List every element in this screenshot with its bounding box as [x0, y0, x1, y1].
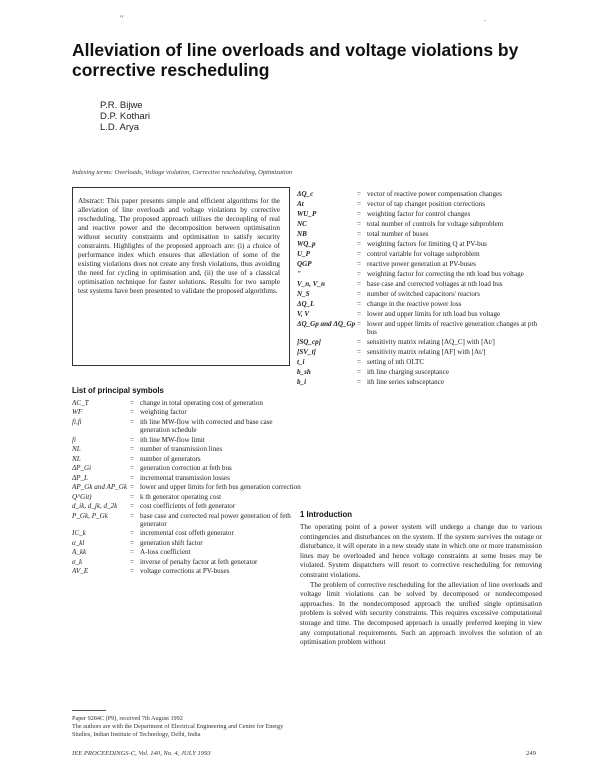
symbol-definition: total number of controls for voltage subproblem [367, 219, 504, 228]
symbol-row: ΔQ_L = change in the reactive power loss [297, 300, 542, 309]
symbol-row: A_kk = A-loss coefficient [72, 548, 302, 556]
symbol-definition: cost coefficients of feth generator [140, 502, 236, 511]
symbol: P_Gk, P_Gk [72, 511, 108, 520]
abstract-text: Abstract: This paper presents simple and efficient algorithms for the alleviation of line overloads and voltage violations by corrective rescheduling. The proposed approach utilises the decoupling of real and reactive power and the decomposition between optimisation without security constraints and optimisation to satisfy security constraints. Highlights of the proposed approach are: (i) a choice of performance index which ensures that alleviation of some of the existing violations does not create any fresh violations, thus avoiding the need for cycling in optimisation and, (ii) the use of a classical optimisation technique for faster solutions. Results for two sample test systems have been presented to validate the proposed algorithms. [78, 197, 280, 296]
symbol-definition: generation shift factor [140, 538, 203, 547]
footnote [72, 715, 302, 739]
symbol-row: fi,fi = ith line MW-flow with corrected and base case generation schedule [72, 418, 302, 435]
symbol-definition: total number of buses [367, 229, 429, 238]
symbol-definition: reactive power generation at PV-buses [367, 259, 476, 268]
symbol-row: V, V = lower and upper limits for nth load bus voltage [297, 310, 542, 319]
symbol-definition: vector of reactive power compensation changes [367, 190, 502, 198]
symbol: ΔQ_c [297, 190, 314, 198]
symbol: σ_k [72, 557, 83, 566]
symbol-definition: setting of nth OLTC [367, 358, 425, 367]
symbol: WF [72, 408, 83, 417]
symbol-row: α_kl = generation shift factor [72, 539, 302, 547]
symbol-definition: k th generator operating cost [140, 492, 222, 501]
symbol-definition: number of switched capacitors/ reactors [367, 289, 481, 298]
symbols-list-left [72, 399, 302, 577]
symbol-row: d_ik, d_jk, d_2k = cost coefficients of feth generator [72, 502, 302, 510]
symbol-row: Q^Git) = k th generator operating cost [72, 493, 302, 501]
symbol-definition: ith line series subsceptance [367, 378, 445, 387]
symbol-row: AP_Gk and AP_Gk = lower and upper limits for feth bus generation correction [72, 483, 301, 492]
symbol-definition: voltage corrections at PV-buses [140, 567, 230, 576]
footnote-divider [72, 710, 106, 711]
symbol: t_i [297, 358, 305, 367]
author-name: P.R. Bijwe [100, 100, 143, 111]
symbol-row: AC_T = change in total operating cost of generation [72, 399, 302, 407]
symbol: NC [297, 219, 307, 228]
symbol: NL [72, 445, 81, 454]
symbol-row: NL = number of generators [72, 455, 302, 463]
symbol-row: V_n, V_n = base case and corrected voltages at nth load bus [297, 280, 542, 289]
symbol-definition: lower and upper limits for feth bus generation correction [140, 483, 301, 492]
symbol-row: WF = weighting factor [72, 408, 302, 416]
symbol-row: WQ_p = weighting factors for limiting Q at PV-bus [297, 240, 542, 249]
symbols-heading: List of principal symbols [72, 386, 164, 395]
symbol-definition: change in total operating cost of generation [140, 399, 263, 407]
symbol: WU_P [297, 209, 317, 218]
symbol: QGP [297, 259, 312, 268]
symbol-definition: lower and upper limits of reactive generation changes at pth bus [367, 319, 537, 337]
symbol-row: [SQ_cp] = sensitivity matrix relating [AQ_C] with [At/] [297, 338, 542, 347]
author-name: L.D. Arya [100, 122, 140, 133]
symbol-definition: generation correction at feth bus [140, 464, 232, 473]
symbol: A_kk [72, 548, 87, 557]
symbol: ΔQ_Gp and ΔQ_Gp [297, 319, 356, 328]
introduction-heading: 1 Introduction [300, 510, 352, 519]
symbol: AC_T [72, 399, 89, 407]
symbol: b_i [297, 378, 307, 387]
symbol: NB [297, 229, 307, 238]
symbol: fi,fi [72, 417, 82, 426]
symbol-row: WU_P = weighting factor for control changes [297, 210, 542, 219]
symbol-definition: A-loss coefficient [140, 548, 191, 557]
symbol-definition: sensitivity matrix relating [AQ_C] with [At/] [367, 338, 495, 347]
symbol-row: ΔQ_Gp and ΔQ_Gp = lower and upper limits of reactive generation changes at pth bus [297, 320, 542, 337]
symbol-row: ΔQ_c = vector of reactive power compensation changes [297, 190, 542, 199]
symbol-definition: weighting factor for control changes [367, 209, 471, 218]
footnote-line: The authors are with the Department of Electrical Engineering and Centre for Energy Studies, Indian Institute of Technology, Delhi, India [72, 723, 284, 738]
symbol: d_ik, d_jk, d_2k [72, 502, 118, 511]
symbol-definition: number of generators [140, 454, 201, 463]
symbol-row: NC = total number of controls for voltage subproblem [297, 220, 542, 229]
symbol: α_kl [72, 538, 85, 547]
symbol-definition: weighting factor [140, 408, 187, 417]
symbol-row: NB = total number of buses [297, 230, 542, 239]
symbol-row: At = vector of tap changer position corrections [297, 200, 542, 209]
paper-title: Alleviation of line overloads and voltage violations by corrective rescheduling [72, 40, 519, 80]
symbol-definition: ith line MW-flow with corrected and base case generation schedule [140, 417, 273, 435]
symbol: NL [72, 454, 81, 463]
symbol-definition: ith line MW-flow limit [140, 435, 205, 444]
symbol-definition: base case and corrected real power generation of feth generator [140, 511, 291, 528]
page-number: 249 [526, 750, 536, 757]
symbol-definition: incremental cost offeth generator [140, 529, 234, 538]
symbol: WQ_p [297, 239, 316, 248]
symbol: V, V [297, 309, 310, 318]
symbol-definition: lower and upper limits for nth load bus voltage [367, 309, 501, 318]
symbol-definition: weighting factor for correcting the nth load bus voltage [367, 269, 524, 278]
symbol-row: " = weighting factor for correcting the nth load bus voltage [297, 270, 542, 279]
symbol-row: ΔP_L = incremental transmission losses [72, 474, 302, 482]
footnote-line: Paper 9284C (P9), received 7th August 1992 [72, 715, 183, 722]
symbol-row: QGP = reactive power generation at PV-buses [297, 260, 542, 269]
symbol-definition: inverse of penalty factor at feth generator [140, 557, 258, 566]
symbol: ΔQ_L [297, 299, 315, 308]
top-right-mark: . [484, 14, 486, 23]
symbol: Q^Git) [72, 492, 92, 501]
symbol-row: AV_E = voltage corrections at PV-buses [72, 567, 302, 575]
symbol: AP_Gk and AP_Gk [72, 483, 128, 492]
introduction-text [300, 523, 542, 648]
symbol: [SV_t] [297, 348, 316, 357]
intro-paragraph: The problem of corrective rescheduling for the alleviation of line overloads and voltage limit violations can be solved by decomposed or nondecomposed approaches. In the nondecomposed approach the unified single optimisation problem is solved with security constraints. This requires excessive computational storage and time. The decomposed approach is usually preferred keeping in view any computational requirements. Such an approach involves the solution of an optimisation problem without [300, 580, 542, 647]
symbol-definition: change in the reactive power loss [367, 299, 462, 308]
symbol-definition: number of transmission lines [140, 445, 223, 454]
intro-paragraph: The operating point of a power system will undergo a change due to various contingencies and disturbances on the system. If the system survives the outage or disturbance, it will operate in a new steady state in which one or more transmission lines may be overloaded and hence voltage constraints at some buses may be violated. System dispatchers will resort to corrective rescheduling for removing constraint violations. [300, 523, 542, 579]
symbol-row: fi = ith line MW-flow limit [72, 436, 302, 444]
symbol: N_S [297, 289, 310, 298]
symbol: b_sh [297, 368, 311, 377]
author-name: D.P. Kothari [100, 111, 150, 122]
symbol: " [297, 269, 301, 278]
indexing-terms: Indexing terms: Overloads, Voltage violation, Corrective rescheduling, Optimization [72, 169, 293, 176]
symbol-row: NL = number of transmission lines [72, 445, 302, 453]
symbol-definition: base case and corrected voltages at nth load bus [367, 279, 503, 288]
symbol: ΔP_L [72, 473, 88, 482]
author-list [100, 100, 150, 133]
symbol: ΔP_Gi [72, 464, 92, 473]
symbol-row: σ_k = inverse of penalty factor at feth generator [72, 558, 302, 566]
symbol: [SQ_cp] [297, 338, 322, 347]
symbol-row: P_Gk, P_Gk = base case and corrected real power generation of feth generator [72, 512, 302, 529]
symbol: At [297, 199, 304, 208]
symbol-row: N_S = number of switched capacitors/ reactors [297, 290, 542, 299]
symbol-row: b_i = ith line series subsceptance [297, 378, 542, 387]
symbol-row: [SV_t] = sensitivity matrix relating [AF] with [At/] [297, 348, 542, 357]
symbol-definition: weighting factors for limiting Q at PV-bus [367, 239, 487, 248]
symbol-row: b_sh = ith line charging susceptance [297, 368, 542, 377]
symbol-definition: sensitivity matrix relating [AF] with [At/] [367, 348, 486, 357]
top-left-mark: " [120, 14, 124, 23]
journal-reference: IEE PROCEEDINGS-C, Vol. 140, No. 4, JULY 1993 [72, 750, 211, 757]
symbol-row: U_P = control variable for voltage subproblem [297, 250, 542, 259]
symbol-definition: control variable for voltage subproblem [367, 249, 480, 258]
symbol: IC_k [72, 529, 86, 538]
symbol: fi [72, 435, 76, 444]
symbols-list-right [297, 190, 542, 388]
symbol: U_P [297, 249, 311, 258]
symbol: V_n, V_n [297, 279, 325, 288]
symbol-definition: incremental transmission losses [140, 473, 230, 482]
symbol-definition: vector of tap changer position corrections [367, 199, 485, 208]
symbol: AV_E [72, 567, 89, 576]
symbol-row: IC_k = incremental cost offeth generator [72, 529, 302, 537]
symbol-definition: ith line charging susceptance [367, 368, 450, 377]
symbol-row: t_i = setting of nth OLTC [297, 358, 542, 367]
symbol-row: ΔP_Gi = generation correction at feth bus [72, 464, 302, 472]
